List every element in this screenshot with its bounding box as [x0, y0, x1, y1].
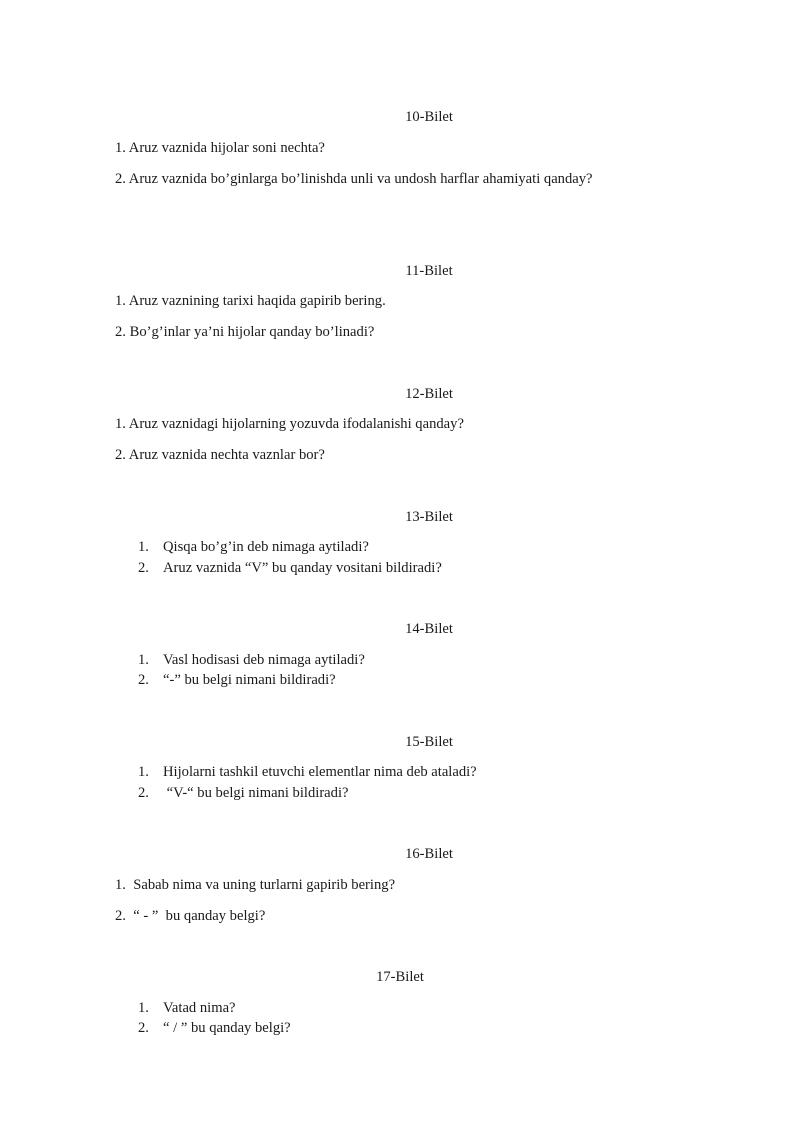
ticket-title: 16-Bilet	[405, 846, 453, 862]
question-number: 1.	[138, 764, 149, 780]
ticket-title: 15-Bilet	[405, 734, 453, 750]
question-text: Qisqa bo’g’in deb nimaga aytiladi?	[163, 539, 369, 555]
question-number: 1.	[138, 539, 149, 555]
question-text: “ / ” bu qanday belgi?	[163, 1020, 291, 1036]
question-item: 1. Aruz vaznining tarixi haqida gapirib bering.	[115, 293, 386, 309]
question-text: Vasl hodisasi deb nimaga aytiladi?	[163, 652, 365, 668]
question-item: 2. Aruz vaznida bo’ginlarga bo’linishda unli va undosh harflar ahamiyati qanday?	[115, 171, 593, 187]
question-text: Vatad nima?	[163, 1000, 236, 1016]
question-number: 1.	[138, 1000, 149, 1016]
ticket-title: 11-Bilet	[405, 263, 453, 279]
ticket-title: 12-Bilet	[405, 386, 453, 402]
question-item: 2. Bo’g’inlar ya’ni hijolar qanday bo’linadi?	[115, 324, 375, 340]
question-number: 2.	[138, 785, 149, 801]
question-item: 2. Aruz vaznida nechta vaznlar bor?	[115, 447, 325, 463]
question-text: Hijolarni tashkil etuvchi elementlar nima deb ataladi?	[163, 764, 477, 780]
ticket-title: 17-Bilet	[376, 969, 424, 985]
question-number: 2.	[138, 560, 149, 576]
question-item: 1. Aruz vaznida hijolar soni nechta?	[115, 140, 325, 156]
question-item: 2. “ - ” bu qanday belgi?	[115, 908, 266, 924]
question-text: “-” bu belgi nimani bildiradi?	[163, 672, 336, 688]
ticket-title: 10-Bilet	[405, 109, 453, 125]
question-number: 2.	[138, 672, 149, 688]
question-text: “V-“ bu belgi nimani bildiradi?	[163, 785, 349, 801]
question-text: Aruz vaznida “V” bu qanday vositani bildiradi?	[163, 560, 442, 576]
question-item: 1. Aruz vaznidagi hijolarning yozuvda ifodalanishi qanday?	[115, 416, 464, 432]
ticket-title: 13-Bilet	[405, 509, 453, 525]
ticket-title: 14-Bilet	[405, 621, 453, 637]
question-number: 2.	[138, 1020, 149, 1036]
question-item: 1. Sabab nima va uning turlarni gapirib bering?	[115, 877, 396, 893]
question-number: 1.	[138, 652, 149, 668]
